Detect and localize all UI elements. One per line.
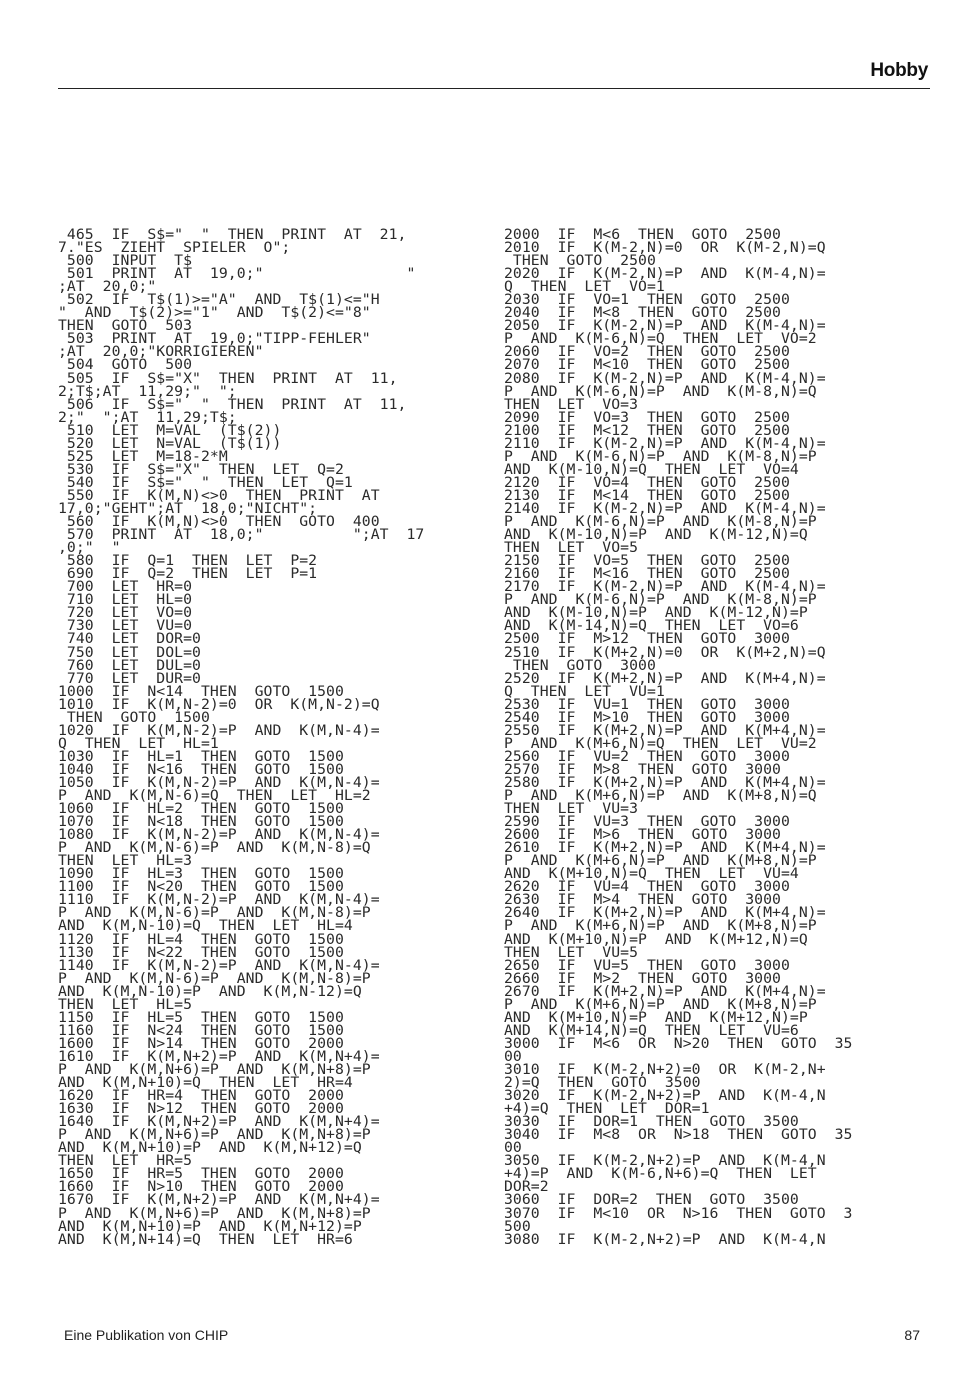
code-line: 1050 IF K(M,N-2)=P AND K(M,N-4)= xyxy=(58,774,380,791)
code-line: P AND K(M,N-6)=Q THEN LET HL=2 xyxy=(58,788,371,805)
code-line: 1010 IF K(M,N-2)=0 OR K(M,N-2)=Q xyxy=(58,696,380,713)
code-line: 1160 IF N<24 THEN GOTO 1500 xyxy=(58,1022,344,1039)
code-line: 2640 IF K(M+2,N)=P AND K(M+4,N)= xyxy=(504,905,826,922)
code-line: AND K(M,N+10)=P AND K(M,N+12)=P xyxy=(58,1218,362,1235)
code-line: 3000 IF M<6 OR N>20 THEN GOTO 35 xyxy=(504,1035,853,1052)
code-line: 770 LET DUR=0 xyxy=(58,670,201,687)
code-line: 2010 IF K(M-2,N)=0 OR K(M-2,N)=Q xyxy=(504,240,826,257)
code-line: AND K(M+14,N)=Q THEN LET VU=6 xyxy=(504,1022,799,1039)
code-line: 465 IF S$=" " THEN PRINT AT 21, xyxy=(58,227,407,243)
code-line: 1630 IF N>12 THEN GOTO 2000 xyxy=(58,1101,344,1118)
code-line: 00 xyxy=(504,1140,522,1157)
code-line: +4)=P AND K(M-6,N+6)=Q THEN LET xyxy=(504,1166,817,1183)
code-line: AND K(M,N-10)=Q THEN LET HL=4 xyxy=(58,918,353,935)
code-line: 2560 IF VU=2 THEN GOTO 3000 xyxy=(504,748,790,765)
code-line: THEN LET HL=3 xyxy=(58,853,193,870)
code-line: 506 IF S$=" " THEN PRINT AT 11, xyxy=(58,396,407,413)
page-number: 87 xyxy=(904,1327,920,1343)
code-line: 520 LET N=VAL (T$(1)) xyxy=(58,435,282,452)
code-line: 2020 IF K(M-2,N)=P AND K(M-4,N)= xyxy=(504,266,826,283)
code-line: P AND K(M-6,N)=Q THEN LET VO=2 xyxy=(504,331,817,348)
code-line: 3010 IF K(M-2,N+2)=0 OR K(M-2,N+ xyxy=(504,1062,826,1078)
code-line: THEN LET HR=5 xyxy=(58,1153,193,1170)
code-line: ;AT 20,0;" xyxy=(58,279,157,296)
code-line: 2000 IF M<6 THEN GOTO 2500 xyxy=(504,227,781,243)
code-line: 17,0;"GEHT";AT 18,0;"NICHT"; xyxy=(58,500,318,517)
code-line: P AND K(M+6,N)=P AND K(M+8,N)=P xyxy=(504,996,817,1013)
code-line: 2550 IF K(M+2,N)=P AND K(M+4,N)= xyxy=(504,722,826,739)
code-line: 500 xyxy=(504,1218,531,1235)
code-line: P AND K(M+6,N)=P AND K(M+8,N)=P xyxy=(504,853,817,870)
code-line: 580 IF Q=1 THEN LET P=2 xyxy=(58,553,318,570)
code-line: 2070 IF M<10 THEN GOTO 2500 xyxy=(504,357,790,374)
code-line: 2080 IF K(M-2,N)=P AND K(M-4,N)= xyxy=(504,370,826,387)
code-line: THEN GOTO 3000 xyxy=(504,657,656,674)
code-line: 2630 IF M>4 THEN GOTO 3000 xyxy=(504,892,781,909)
code-line: 1660 IF N>10 THEN GOTO 2000 xyxy=(58,1179,344,1196)
code-line: P AND K(M,N+6)=P AND K(M,N+8)=P xyxy=(58,1127,371,1144)
code-line: AND K(M,N+14)=Q THEN LET HR=6 xyxy=(58,1231,353,1248)
code-line: 2650 IF VU=5 THEN GOTO 3000 xyxy=(504,957,790,974)
code-line: 2600 IF M>6 THEN GOTO 3000 xyxy=(504,827,781,844)
code-line: 2670 IF K(M+2,N)=P AND K(M+4,N)= xyxy=(504,983,826,1000)
code-line: THEN GOTO 2500 xyxy=(504,253,656,270)
code-line: 2520 IF K(M+2,N)=P AND K(M+4,N)= xyxy=(504,670,826,687)
code-line: THEN LET HL=5 xyxy=(58,996,193,1013)
code-line: 2510 IF K(M+2,N)=0 OR K(M+2,N)=Q xyxy=(504,644,826,661)
code-line: 1090 IF HL=3 THEN GOTO 1500 xyxy=(58,866,344,883)
code-line: 1120 IF HL=4 THEN GOTO 1500 xyxy=(58,931,344,948)
code-line: 1600 IF N>14 THEN GOTO 2000 xyxy=(58,1035,344,1052)
code-line: 1040 IF N<16 THEN GOTO 1500 xyxy=(58,761,344,778)
code-line: P AND K(M,N+6)=P AND K(M,N+8)=P xyxy=(58,1062,371,1078)
code-line: 525 LET M=18-2*M xyxy=(58,448,228,465)
code-line: 2140 IF K(M-2,N)=P AND K(M-4,N)= xyxy=(504,500,826,517)
code-line: 3070 IF M<10 OR N>16 THEN GOTO 3 xyxy=(504,1205,853,1222)
code-line: 1640 IF K(M,N+2)=P AND K(M,N+4)= xyxy=(58,1114,380,1131)
code-line: 510 LET M=VAL (T$(2)) xyxy=(58,422,282,439)
code-line: 1070 IF N<18 THEN GOTO 1500 xyxy=(58,814,344,831)
footer-publication: Eine Publikation von CHIP xyxy=(64,1327,229,1343)
code-line: Q THEN LET VU=1 xyxy=(504,683,665,700)
header-rule xyxy=(58,88,930,89)
code-line: 2;" ";AT 11,29;T$; xyxy=(58,409,237,426)
code-line: 2060 IF VO=2 THEN GOTO 2500 xyxy=(504,344,790,361)
code-line: 710 LET HL=0 xyxy=(58,592,193,609)
code-line: 2160 IF M<16 THEN GOTO 2500 xyxy=(504,566,790,583)
code-line: AND K(M-10,N)=P AND K(M-12,N)=P xyxy=(504,605,808,622)
code-line: 530 IF S$="X" THEN LET Q=2 xyxy=(58,461,344,478)
code-line: 1670 IF K(M,N+2)=P AND K(M,N+4)= xyxy=(58,1192,380,1209)
code-line: 1000 IF N<14 THEN GOTO 1500 xyxy=(58,683,344,700)
code-line: 720 LET VO=0 xyxy=(58,605,193,622)
code-line: THEN LET VU=5 xyxy=(504,944,639,961)
code-line: 1620 IF HR=4 THEN GOTO 2000 xyxy=(58,1088,344,1105)
code-line: 2)=Q THEN GOTO 3500 xyxy=(504,1075,701,1092)
code-line: DOR=2 xyxy=(504,1179,549,1196)
code-line: 1140 IF K(M,N-2)=P AND K(M,N-4)= xyxy=(58,957,380,974)
code-line: AND K(M+10,N)=Q THEN LET VU=4 xyxy=(504,866,799,883)
code-line: 2040 IF M<8 THEN GOTO 2500 xyxy=(504,305,781,322)
code-line: 505 IF S$="X" THEN PRINT AT 11, xyxy=(58,370,398,387)
code-line: AND K(M+10,N)=P AND K(M+12,N)=P xyxy=(504,1009,808,1026)
code-line: THEN LET VO=5 xyxy=(504,540,639,557)
code-line: 2;T$;AT 11,29;" "; xyxy=(58,383,237,400)
code-line: 3040 IF M<8 OR N>18 THEN GOTO 35 xyxy=(504,1127,853,1144)
code-line: 2590 IF VU=3 THEN GOTO 3000 xyxy=(504,814,790,831)
code-line: 1150 IF HL=5 THEN GOTO 1500 xyxy=(58,1009,344,1026)
code-line: 730 LET VU=0 xyxy=(58,618,193,635)
code-line: 502 IF T$(1)>="A" AND T$(1)<="H xyxy=(58,292,380,309)
code-line: AND K(M,N-10)=P AND K(M,N-12)=Q xyxy=(58,983,362,1000)
code-line: 3030 IF DOR=1 THEN GOTO 3500 xyxy=(504,1114,799,1131)
code-line: 2570 IF M>8 THEN GOTO 3000 xyxy=(504,761,781,778)
code-line: 570 PRINT AT 18,0;" ";AT 17 xyxy=(58,527,425,544)
code-line: AND K(M-14,N)=Q THEN LET VO=6 xyxy=(504,618,799,635)
code-line: THEN GOTO 1500 xyxy=(58,709,210,726)
code-line: AND K(M+10,N)=P AND K(M+12,N)=Q xyxy=(504,931,808,948)
code-line: AND K(M-10,N)=Q THEN LET VO=4 xyxy=(504,461,799,478)
code-line: ,0;" " xyxy=(58,540,121,557)
code-line: 2100 IF M<12 THEN GOTO 2500 xyxy=(504,422,790,439)
code-line: 1060 IF HL=2 THEN GOTO 1500 xyxy=(58,801,344,818)
code-line: ;AT 20,0;"KORRIGIEREN" xyxy=(58,344,264,361)
code-line: P AND K(M-6,N)=P AND K(M-8,N)=P xyxy=(504,448,817,465)
code-line: P AND K(M-6,N)=P AND K(M-8,N)=Q xyxy=(504,383,817,400)
code-line: 550 IF K(M,N)<>0 THEN PRINT AT xyxy=(58,487,380,504)
code-line: 503 PRINT AT 19,0;"TIPP-FEHLER" xyxy=(58,331,371,348)
code-line: 2660 IF M>2 THEN GOTO 3000 xyxy=(504,970,781,987)
code-line: 1100 IF N<20 THEN GOTO 1500 xyxy=(58,879,344,896)
code-line: 700 LET HR=0 xyxy=(58,579,193,596)
code-line: THEN LET VU=3 xyxy=(504,801,639,818)
code-line: 760 LET DUL=0 xyxy=(58,657,201,674)
code-line: P AND K(M,N-6)=P AND K(M,N-8)=P xyxy=(58,905,371,922)
code-line: AND K(M,N+10)=P AND K(M,N+12)=Q xyxy=(58,1140,362,1157)
code-line: 2110 IF K(M-2,N)=P AND K(M-4,N)= xyxy=(504,435,826,452)
listing-column-right xyxy=(504,229,852,1247)
code-line: 3080 IF K(M-2,N+2)=P AND K(M-4,N xyxy=(504,1231,826,1248)
code-line: 540 IF S$=" " THEN LET Q=1 xyxy=(58,474,353,491)
code-line: THEN LET VO=3 xyxy=(504,396,639,413)
code-line: P AND K(M,N-6)=P AND K(M,N-8)=Q xyxy=(58,840,371,857)
code-line: P AND K(M+6,N)=P AND K(M+8,N)=P xyxy=(504,918,817,935)
code-line: 2150 IF VO=5 THEN GOTO 2500 xyxy=(504,553,790,570)
code-line: 2170 IF K(M-2,N)=P AND K(M-4,N)= xyxy=(504,579,826,596)
listing-column-left xyxy=(58,229,424,1247)
code-line: 740 LET DOR=0 xyxy=(58,631,201,648)
code-line: 00 xyxy=(504,1048,522,1065)
code-line: 504 GOTO 500 xyxy=(58,357,193,374)
code-line: 2620 IF VU=4 THEN GOTO 3000 xyxy=(504,879,790,896)
code-line: 2120 IF VO=4 THEN GOTO 2500 xyxy=(504,474,790,491)
code-line: P AND K(M-6,N)=P AND K(M-8,N)=P xyxy=(504,592,817,609)
code-line: 7."ES ZIEHT SPIELER O"; xyxy=(58,240,291,257)
code-line: 2130 IF M<14 THEN GOTO 2500 xyxy=(504,487,790,504)
code-line: 2500 IF M>12 THEN GOTO 3000 xyxy=(504,631,790,648)
code-line: 2580 IF K(M+2,N)=P AND K(M+4,N)= xyxy=(504,774,826,791)
code-line: 1610 IF K(M,N+2)=P AND K(M,N+4)= xyxy=(58,1048,380,1065)
code-line: Q THEN LET HL=1 xyxy=(58,735,219,752)
code-line: 2610 IF K(M+2,N)=P AND K(M+4,N)= xyxy=(504,840,826,857)
code-line: 1650 IF HR=5 THEN GOTO 2000 xyxy=(58,1166,344,1183)
code-line: 1130 IF N<22 THEN GOTO 1500 xyxy=(58,944,344,961)
code-line: " AND T$(2)>="1" AND T$(2)<="8" xyxy=(58,305,371,322)
code-line: 750 LET DOL=0 xyxy=(58,644,201,661)
code-line: P AND K(M+6,N)=P AND K(M+8,N)=Q xyxy=(504,788,817,805)
code-line: 2090 IF VO=3 THEN GOTO 2500 xyxy=(504,409,790,426)
code-line: P AND K(M-6,N)=P AND K(M-8,N)=P xyxy=(504,514,817,531)
code-line: 3020 IF K(M-2,N+2)=P AND K(M-4,N xyxy=(504,1088,826,1105)
code-line: 3060 IF DOR=2 THEN GOTO 3500 xyxy=(504,1192,799,1209)
code-line: AND K(M,N+10)=Q THEN LET HR=4 xyxy=(58,1075,353,1092)
code-line: P AND K(M,N+6)=P AND K(M,N+8)=P xyxy=(58,1205,371,1222)
code-line: AND K(M-10,N)=P AND K(M-12,N)=Q xyxy=(504,527,808,544)
code-line: P AND K(M+6,N)=Q THEN LET VU=2 xyxy=(504,735,817,752)
code-line: 2030 IF VO=1 THEN GOTO 2500 xyxy=(504,292,790,309)
code-line: 1030 IF HL=1 THEN GOTO 1500 xyxy=(58,748,344,765)
code-line: 1020 IF K(M,N-2)=P AND K(M,N-4)= xyxy=(58,722,380,739)
section-label: Hobby xyxy=(870,60,928,81)
code-line: 2530 IF VU=1 THEN GOTO 3000 xyxy=(504,696,790,713)
code-line: 690 IF Q=2 THEN LET P=1 xyxy=(58,566,318,583)
code-line: 3050 IF K(M-2,N+2)=P AND K(M-4,N xyxy=(504,1153,826,1170)
code-line: 1080 IF K(M,N-2)=P AND K(M,N-4)= xyxy=(58,827,380,844)
code-line: 2050 IF K(M-2,N)=P AND K(M-4,N)= xyxy=(504,318,826,335)
code-line: 500 INPUT T$ xyxy=(58,253,193,270)
code-line: 2540 IF M>10 THEN GOTO 3000 xyxy=(504,709,790,726)
code-line: THEN GOTO 503 xyxy=(58,318,193,335)
code-line: +4)=Q THEN LET DOR=1 xyxy=(504,1101,710,1118)
code-line: P AND K(M,N-6)=P AND K(M,N-8)=P xyxy=(58,970,371,987)
code-line: 1110 IF K(M,N-2)=P AND K(M,N-4)= xyxy=(58,892,380,909)
code-line: 560 IF K(M,N)<>0 THEN GOTO 400 xyxy=(58,514,380,531)
code-line: Q THEN LET VO=1 xyxy=(504,279,665,296)
code-line: 501 PRINT AT 19,0;" " xyxy=(58,266,416,283)
